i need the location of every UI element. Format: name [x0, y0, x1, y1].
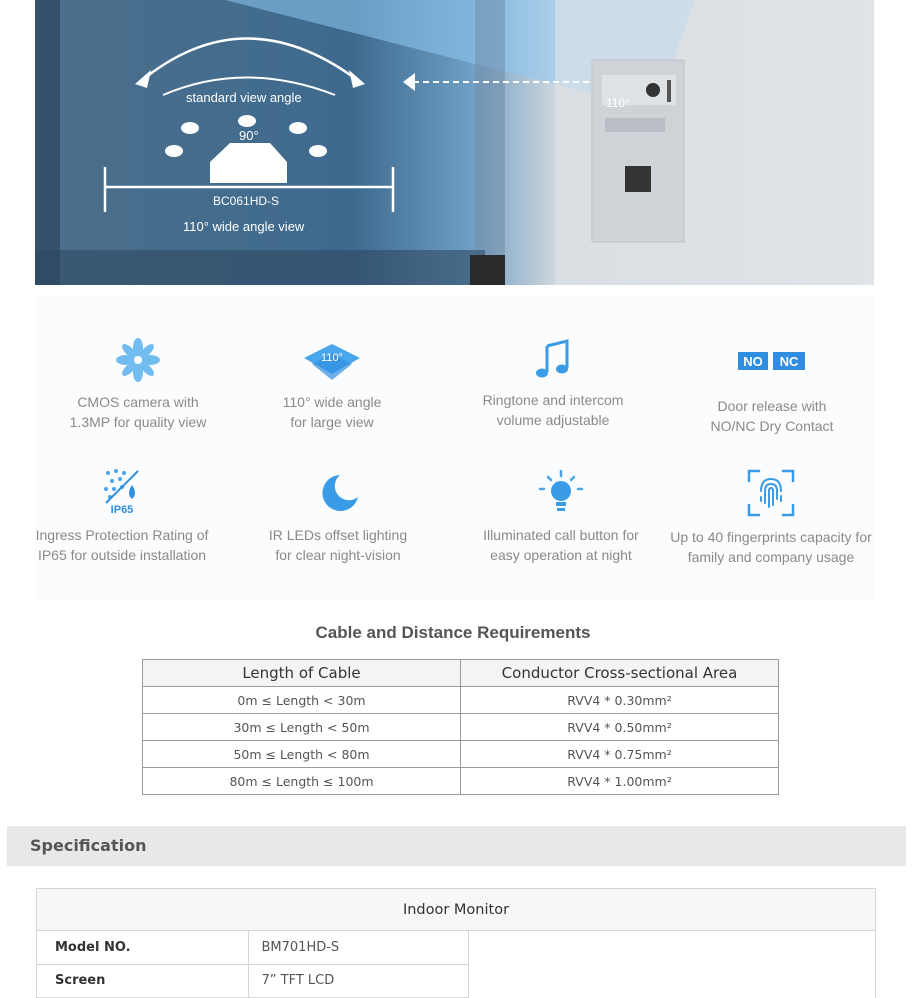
spec-section-title: Indoor Monitor [37, 889, 875, 931]
table-row [37, 931, 469, 964]
spec-value: BM701HD-S [248, 931, 469, 964]
wide-angle-icon [302, 340, 362, 382]
no-nc-icon [738, 350, 806, 372]
ip65-icon [102, 467, 142, 515]
cable-length-cell: 30m ≤ Length < 50m [143, 714, 461, 741]
light-bulb-icon [538, 469, 584, 515]
cable-area-cell: RVV4 * 0.30mm² [461, 687, 779, 714]
device-angle-label: 110° [606, 96, 630, 110]
cable-area-cell: RVV4 * 1.00mm² [461, 768, 779, 795]
wide-view-label: 110° wide angle view [183, 219, 305, 234]
hero-illustration [35, 0, 874, 285]
table-row [143, 768, 779, 795]
spec-value: 7” TFT LCD [248, 964, 469, 997]
column-header-area: Conductor Cross-sectional Area [461, 660, 779, 687]
feature-text: Ringtone and intercom volume adjustable [482, 392, 624, 428]
feature-text: Ingress Protection Rating of IP65 for outside installation [35, 527, 209, 563]
table-row [143, 714, 779, 741]
specification-header: Specification [7, 826, 906, 866]
table-row [143, 741, 779, 768]
wide-angle-badge: 110° [321, 352, 343, 364]
ip65-badge: IP65 [110, 504, 134, 515]
hero-banner [35, 0, 874, 285]
spec-key: Screen [37, 964, 248, 997]
feature-wide-angle [227, 340, 437, 432]
spec-table [37, 931, 469, 998]
feature-cmos-camera [33, 338, 243, 432]
standard-view-angle-label: standard view angle [186, 90, 302, 105]
feature-ip65 [13, 467, 231, 565]
no-badge: NO [743, 354, 763, 369]
feature-fingerprint [657, 469, 885, 567]
feature-text: Illuminated call button for easy operation at night [483, 527, 639, 563]
feature-text: 110° wide angle for large view [282, 394, 382, 430]
feature-text: CMOS camera with 1.3MP for quality view [69, 394, 207, 430]
feature-door-release [667, 350, 877, 436]
music-note-icon [533, 338, 573, 380]
feature-illuminated-button [456, 469, 666, 565]
feature-grid [35, 295, 874, 600]
feature-ringtone [448, 338, 658, 430]
camera-model-label: BC061HD-S [213, 194, 280, 208]
feature-text: Door release with NO/NC Dry Contact [710, 398, 834, 434]
cable-section-title: Cable and Distance Requirements [315, 623, 591, 642]
cable-length-cell: 50m ≤ Length < 80m [143, 741, 461, 768]
column-header-length: Length of Cable [143, 660, 461, 687]
cable-area-cell: RVV4 * 0.75mm² [461, 741, 779, 768]
table-row [143, 687, 779, 714]
cable-length-cell: 80m ≤ Length ≤ 100m [143, 768, 461, 795]
feature-ir-leds [233, 471, 443, 565]
feature-text: Up to 40 fingerprints capacity for family and company usage [670, 529, 872, 565]
feature-text: IR LEDs offset lighting for clear night-vision [268, 527, 408, 563]
spec-table-container [36, 888, 876, 998]
spec-key: Model NO. [37, 931, 248, 964]
fingerprint-icon [747, 469, 795, 517]
cable-area-cell: RVV4 * 0.50mm² [461, 714, 779, 741]
cable-length-cell: 0m ≤ Length < 30m [143, 687, 461, 714]
moon-icon [316, 471, 360, 515]
table-header-row [143, 660, 779, 687]
nc-badge: NC [779, 354, 799, 369]
flower-camera-icon [115, 338, 161, 382]
cable-table [142, 659, 779, 795]
ninety-degree-label: 90° [239, 128, 259, 143]
table-row [37, 964, 469, 997]
